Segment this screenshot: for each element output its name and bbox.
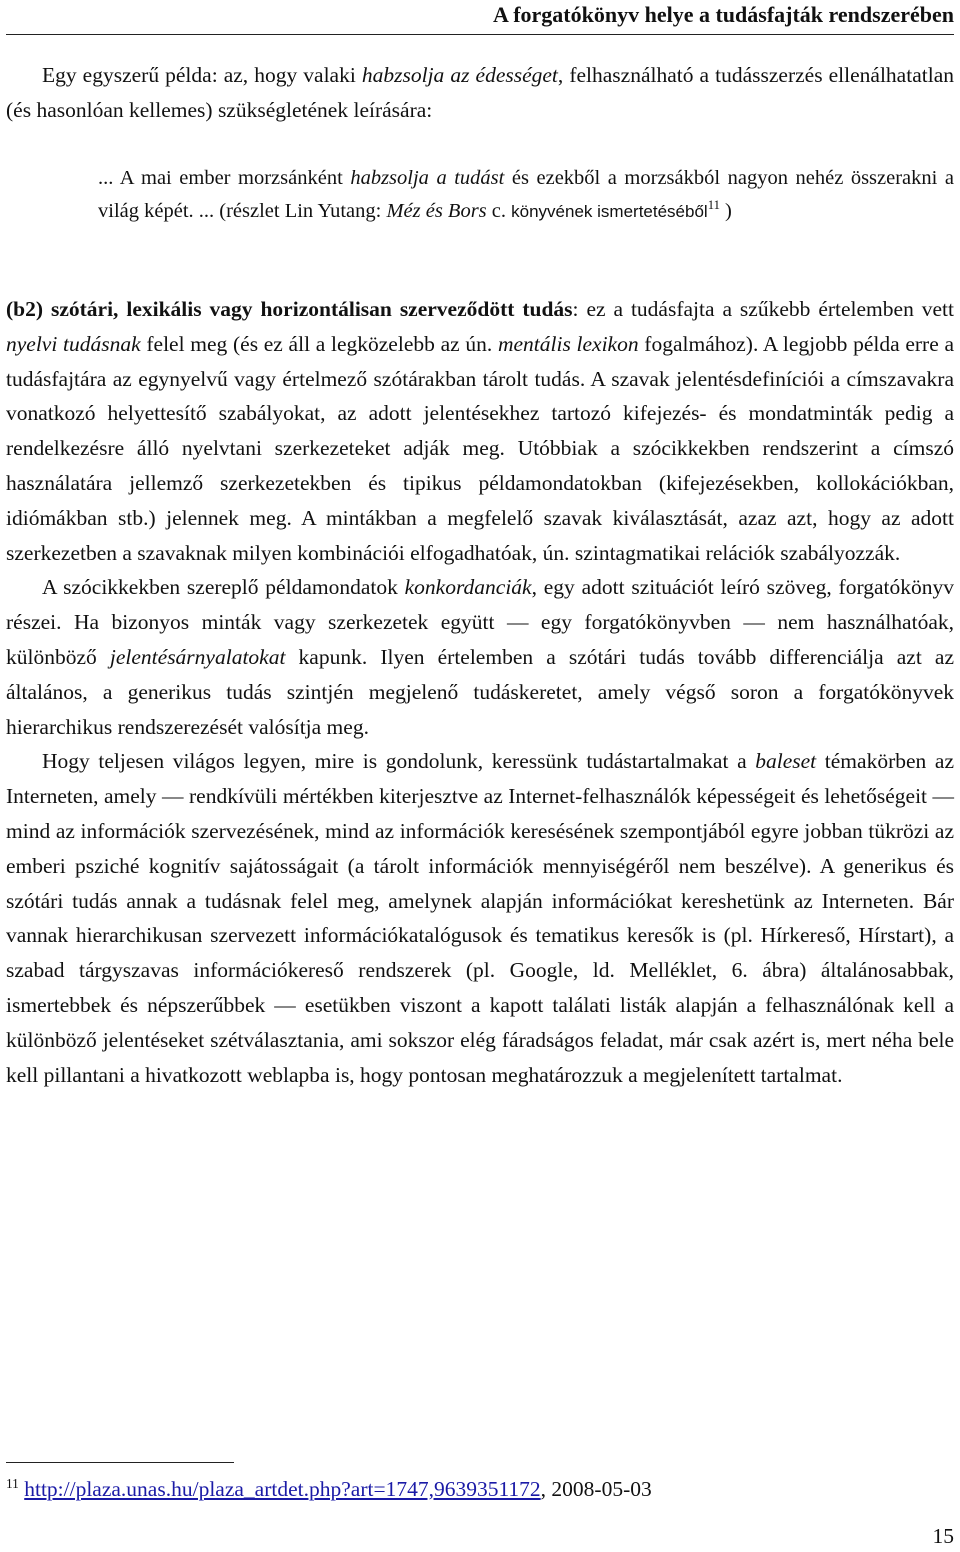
quote-emphasis: habzsolja a tudást [350,167,505,189]
footnote-marker[interactable]: 11 [707,198,720,213]
intro-paragraph: Egy egyszerű példa: az, hogy valaki habzsolja az édességet, felhasználható a tudásszerzés ellenálhatatlan (és hasonlóan kellemes) szükségletének leírására: [6,63,954,122]
term-heading: (b2) szótári, lexikális vagy horizontálisan szerveződött tudás [6,297,573,321]
footnote-number: 11 [6,1475,19,1491]
block-quote: ... A mai ember morzsánként habzsolja a tudást és ezekből a morzsákból nagyon nehéz összerakni a világ képét. ... (részlet Lin Yutang: Méz és Bors c. könyvének ismertetéséből$^{11}$ ) [98,167,954,222]
paragraph-b2: (b2) szótári, lexikális vagy horizontálisan szerveződött tudás: ez a tudásfajta a szűkebb értelemben vett nyelvi tudásnak felel meg (és ez áll a legközelebb az ún. mentális lexikon fogalmához). A legjobb példa erre a tudásfajtára az egynyelvű vagy értelmező szótárakban tárolt tudás. A szavak jelentésdefiníciói a címszavakra vonatkozó helyettesítő szabályokat, az adott jelentésekhez tartozó kifejezés- és mondatminták pedig a rendelkezésre álló nyelvtani szerkezeteket adják meg. Utóbbiak a szócikkekben rendszerint a címszó használatára jellemző szerkezetekben és tipikus példamondatokban (kifejezésekben, kollokációkban, idiómákban stb.) jelennek meg. A mintákban a megfelelő szavak kiválasztását, azaz azt, hogy az adott szerkezetben a szavaknak milyen kombinációi elfogadhatóak, ún. szintagmatikai relációk szabályozzák. [6,297,954,565]
header-title: A forgatókönyv helye a tudásfajták rendszerében [493,2,954,27]
paragraph-concordance: A szócikkekben szereplő példamondatok konkordanciák, egy adott szituációt leíró szöveg, forgatókönyv részei. Ha bizonyos minták vagy szerkezetek együtt — egy forgatókönyvben — nem használhatóak, különböző jelentésárnyalatokat kapunk. Ilyen értelemben a szótári tudás tovább differenciálja azt az általános, a generikus tudás szintjén megjelenő tudáskeretet, amely végső soron a forgatókönyvek hierarchikus rendszerezését valósítja meg. [6,575,954,739]
paragraph-internet: Hogy teljesen világos legyen, mire is gondolunk, keressünk tudástartalmakat a baleset témakörben az Interneten, amely — rendkívüli mértékben kiterjesztve az Internet-felhasználók képességeit és lehetőségeit — mind az információk szervezésének, mind az információk keresésének szempontjából egyre jobban tükrözi az emberi psziché kognitív sajátosságait (a tárolt információk mennyiségéről nem beszélve). A generikus és szótári tudás annak a tudásnak felel meg, amelynek alapján információkat kereshetünk az Interneten. Bár vannak hierarchikusan szervezett információkatalógusok és tematikus keresők is (pl. Hírkereső, Hírstart), a szabad tárgyszavas információkereső rendszerek (pl. Google, ld. Melléklet, 6. ábra) általánosabbak, ismertebbek és népszerűbbek — esetükben viszont a kapott találati listák alapján a felhasználónak kell a különböző jelentéseket szétválasztania, ami sokszor elég fáradságos feladat, már csak azért is, mert néha bele kell pillantani a hivatkozott weblapba is, hogy pontosan meghatározzuk a megjelenített tartalmat. [6,749,954,1087]
footnote-divider [6,1462,234,1463]
intro-emphasis: habzsolja az édességet [361,63,558,87]
footnote-date: , 2008-05-03 [540,1477,652,1501]
book-title: Méz és Bors [386,200,487,222]
page-number: 15 [932,1524,954,1548]
body-text [6,292,954,1092]
footnote-link[interactable]: http://plaza.unas.hu/plaza_artdet.php?art=1747,9639351172 [24,1477,541,1501]
footnote [6,1474,954,1504]
running-header [6,0,954,35]
